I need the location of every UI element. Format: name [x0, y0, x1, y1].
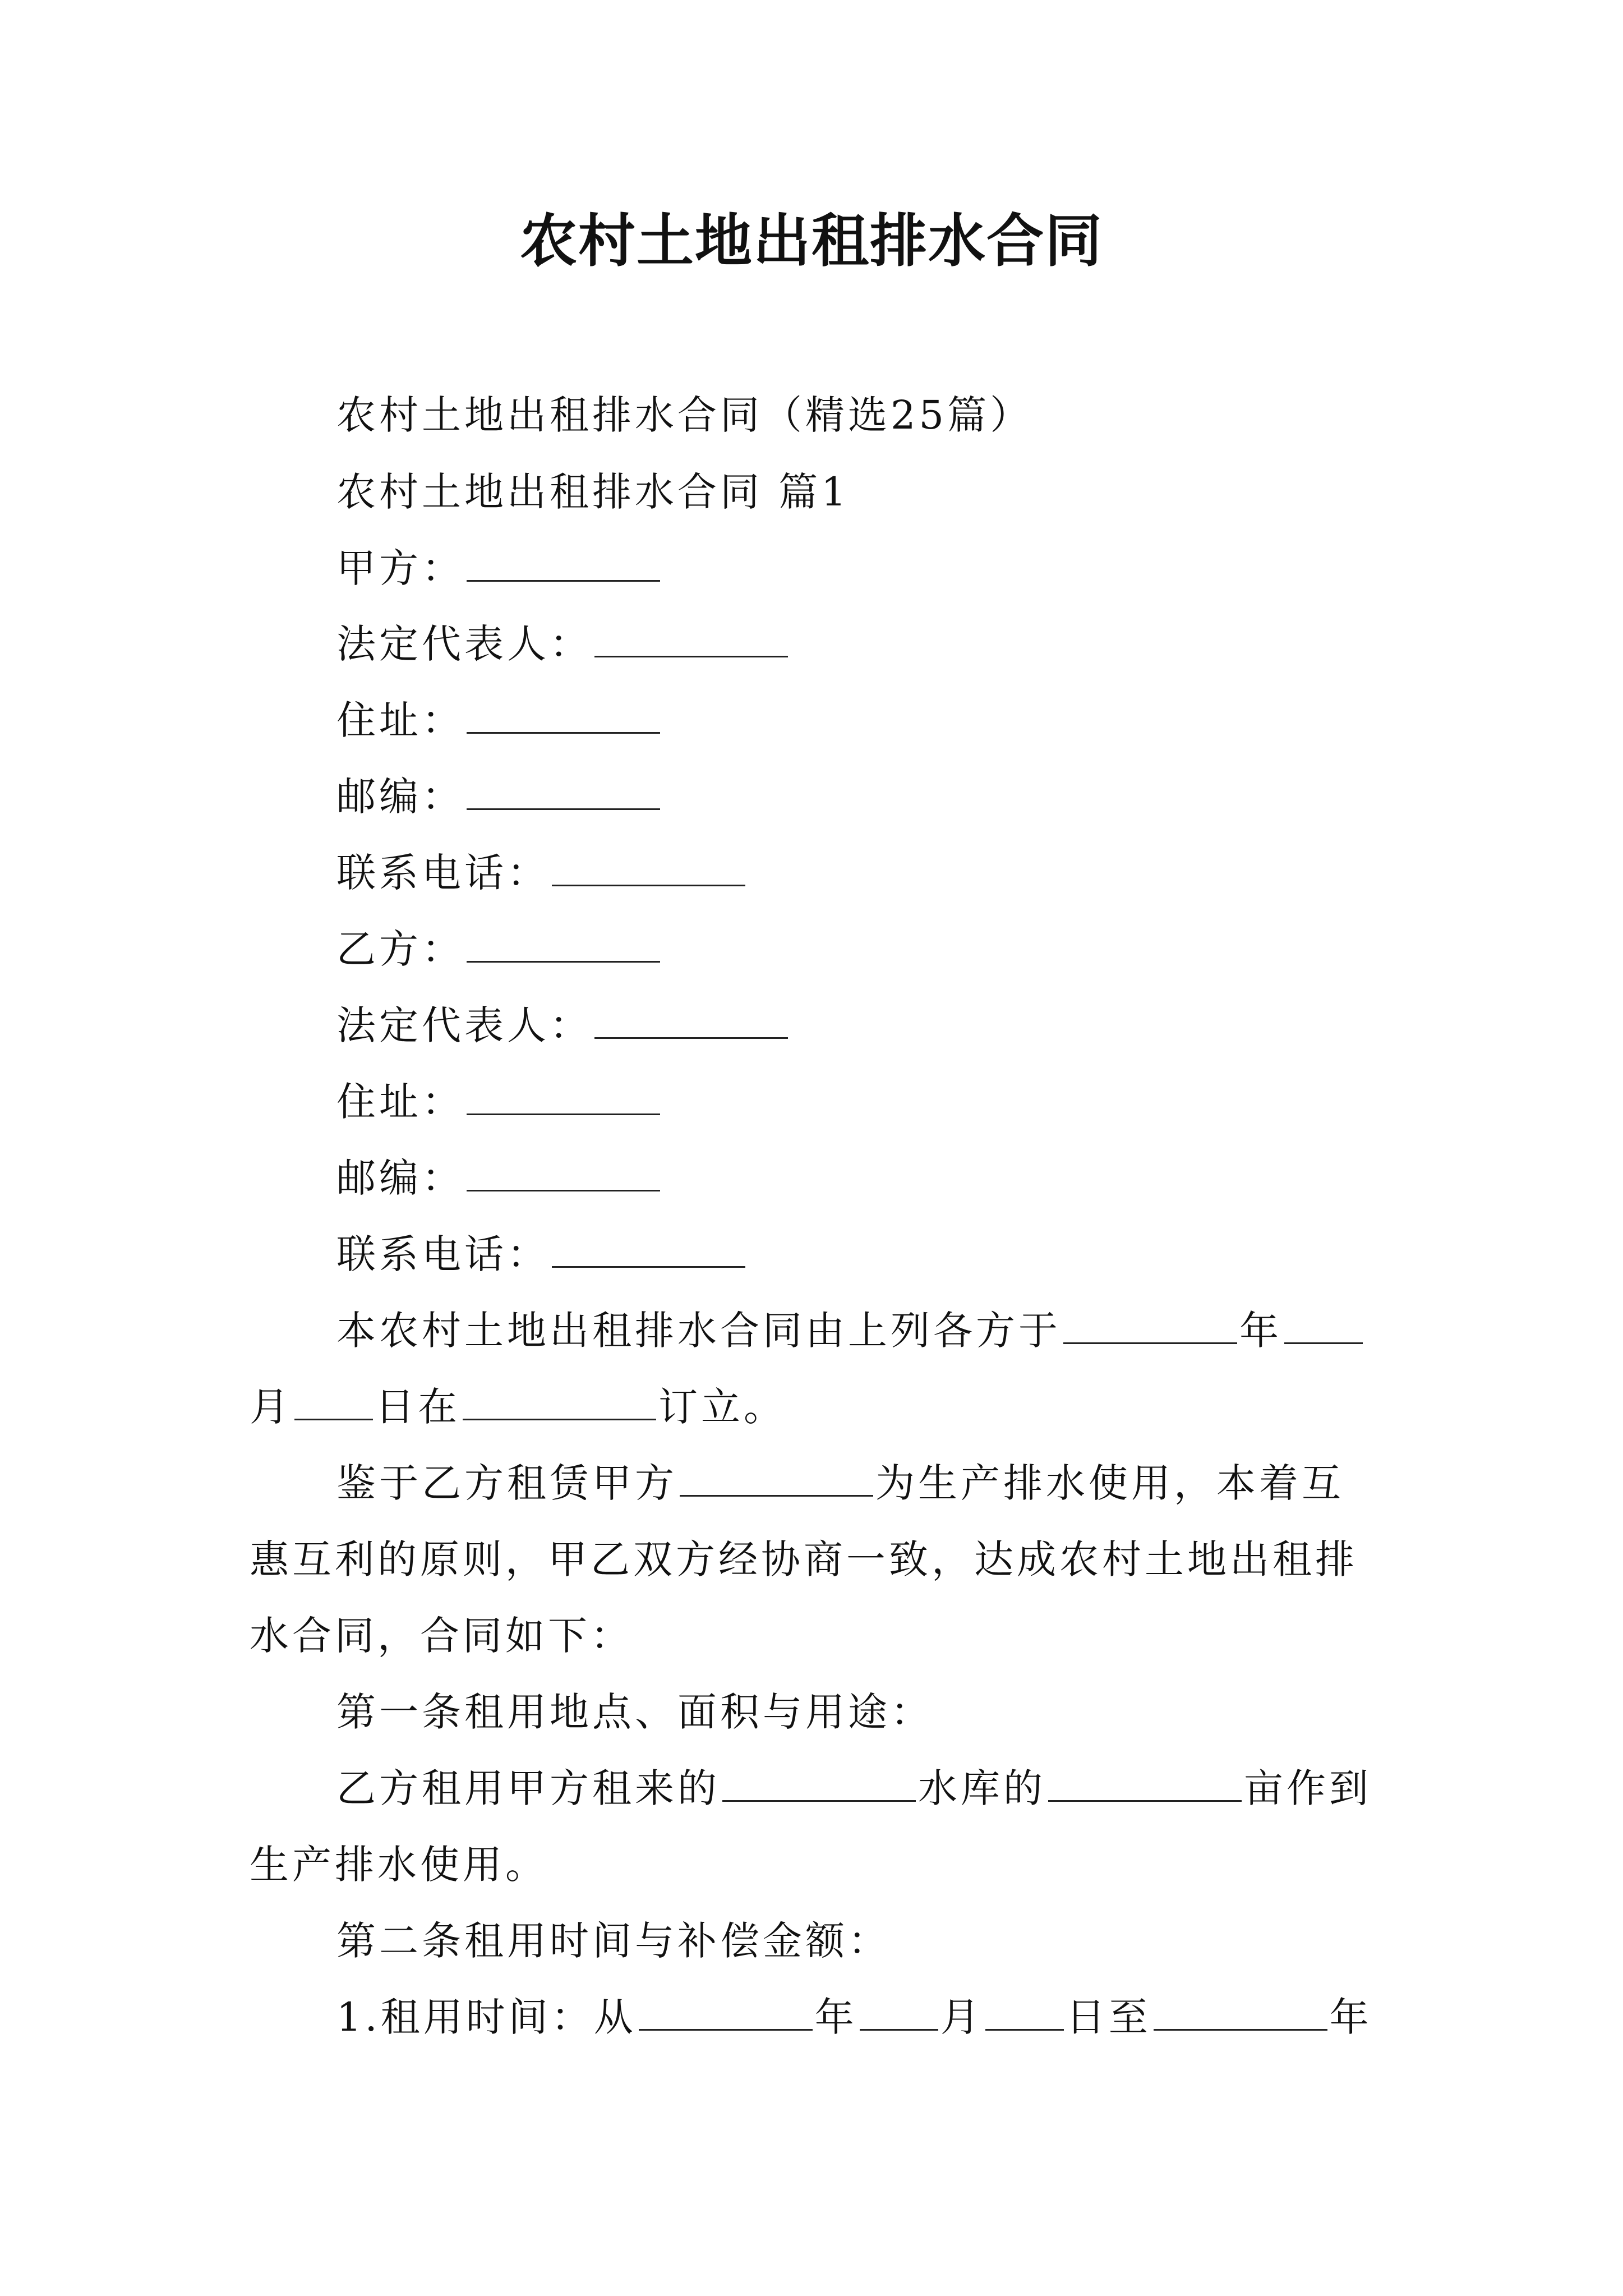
party-a-row	[336, 540, 662, 596]
recital-line-1	[336, 1455, 1344, 1511]
article1-heading: 第一条租用地点、面积与用途：	[336, 1689, 933, 1735]
recital-text-a: 鉴于乙方租赁甲方	[336, 1460, 677, 1506]
party-a-rep-label: 法定代表人：	[336, 621, 592, 667]
party-b-address-blank[interactable]	[467, 1080, 660, 1115]
article2-item1	[336, 1989, 1372, 2045]
intro-day-blank[interactable]	[294, 1385, 373, 1420]
party-a-address-blank[interactable]	[467, 698, 660, 734]
intro-line-2	[250, 1379, 786, 1435]
party-a-label: 甲方：	[336, 545, 464, 591]
intro-month-blank[interactable]	[1284, 1309, 1363, 1344]
article2-end-year-blank[interactable]	[1154, 1995, 1327, 2031]
article1-area-blank[interactable]	[1048, 1766, 1242, 1802]
party-a-phone-blank[interactable]	[552, 851, 745, 886]
party-b-label: 乙方：	[336, 926, 464, 972]
party-b-rep-blank[interactable]	[594, 1004, 788, 1039]
intro-text-e: 订立。	[658, 1384, 786, 1430]
document-title: 农村土地出租排水合同	[520, 208, 1103, 275]
article2-start-month-blank[interactable]	[860, 1995, 938, 2031]
party-a-phone-row	[336, 845, 748, 901]
intro-line-1	[336, 1303, 1365, 1359]
party-a-postcode-label: 邮编：	[336, 774, 464, 820]
party-b-address-row	[336, 1074, 662, 1130]
recital-line-2: 惠互利的原则，甲乙双方经协商一致，达成农村土地出租排	[250, 1536, 1358, 1582]
article2-start-day-blank[interactable]	[985, 1995, 1064, 2031]
part-heading: 农村土地出租排水合同 篇1	[336, 469, 850, 515]
party-a-postcode-row	[336, 769, 662, 825]
article1-line-1	[336, 1760, 1372, 1816]
recital-text-b: 为生产排水使用，本着互	[875, 1460, 1344, 1506]
party-b-blank[interactable]	[467, 927, 660, 963]
party-b-phone-label: 联系电话：	[336, 1231, 550, 1277]
party-b-rep-row	[336, 997, 790, 1053]
intro-text-d: 日在	[375, 1384, 460, 1430]
intro-text-a: 本农村土地出租排水合同由上列各方于	[336, 1308, 1061, 1354]
party-b-rep-label: 法定代表人：	[336, 1002, 592, 1048]
party-a-phone-label: 联系电话：	[336, 850, 550, 896]
article1-place-blank[interactable]	[722, 1766, 916, 1802]
party-a-rep-blank[interactable]	[594, 622, 788, 657]
article1-line-2: 生产排水使用。	[250, 1842, 548, 1888]
article1-text-c: 亩作到	[1244, 1765, 1372, 1811]
party-a-address-row	[336, 692, 662, 748]
party-a-postcode-blank[interactable]	[467, 775, 660, 810]
article2-text-d: 日至	[1066, 1994, 1151, 2040]
recital-line-3: 水合同，合同如下：	[250, 1613, 633, 1659]
recital-blank[interactable]	[680, 1461, 873, 1497]
party-b-postcode-label: 邮编：	[336, 1155, 464, 1201]
article1-text-a: 乙方租用甲方租来的	[336, 1765, 720, 1811]
intro-text-c: 月	[250, 1384, 292, 1430]
intro-year-blank[interactable]	[1063, 1309, 1237, 1344]
intro-text-b: 年	[1239, 1308, 1282, 1354]
party-b-postcode-row	[336, 1150, 662, 1206]
party-b-phone-row	[336, 1226, 748, 1282]
party-b-phone-blank[interactable]	[552, 1232, 745, 1268]
article2-text-a: 1.租用时间：从	[336, 1994, 637, 2040]
party-b-postcode-blank[interactable]	[467, 1156, 660, 1191]
article2-start-year-blank[interactable]	[639, 1995, 813, 2031]
intro-place-blank[interactable]	[463, 1385, 656, 1420]
article2-text-b: 年	[814, 1994, 857, 2040]
article2-heading: 第二条租用时间与补偿金额：	[336, 1918, 891, 1964]
document-subtitle: 农村土地出租排水合同（精选25篇）	[336, 392, 1033, 438]
party-a-address-label: 住址：	[336, 697, 464, 743]
article2-text-c: 月	[940, 1994, 983, 2040]
party-b-address-label: 住址：	[336, 1079, 464, 1125]
party-b-row	[336, 921, 662, 977]
article2-text-e: 年	[1329, 1994, 1372, 2040]
party-a-blank[interactable]	[467, 546, 660, 582]
article1-text-b: 水库的	[918, 1765, 1046, 1811]
party-a-rep-row	[336, 616, 790, 672]
